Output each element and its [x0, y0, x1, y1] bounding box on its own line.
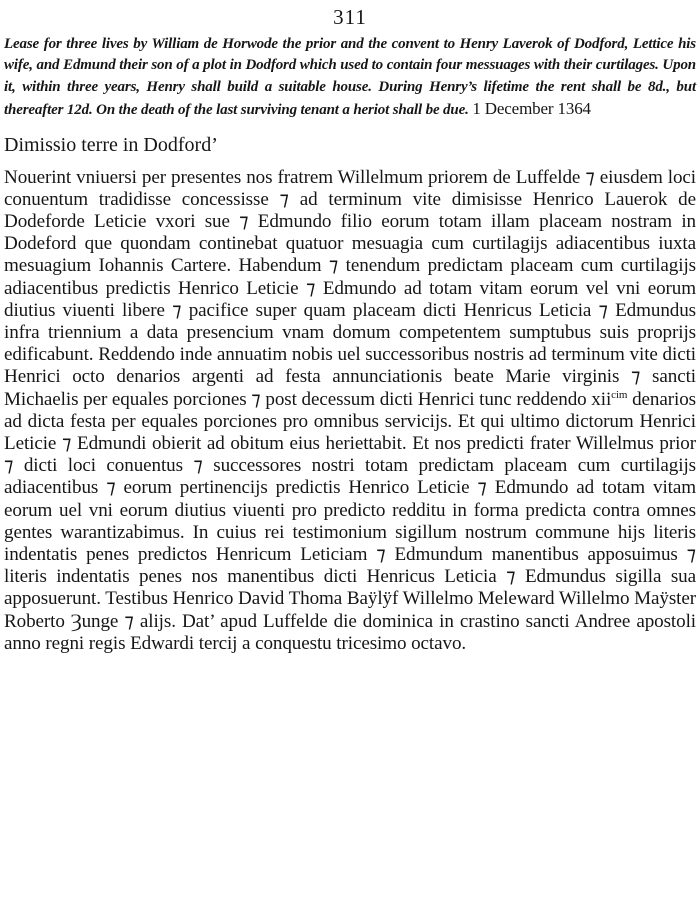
body-text-part-1: Nouerint vniuersi per presentes nos fratrem Willelmum priorem de Luffelde ⁊ eiusdem loci conuentum tradidisse concessisse ⁊ ad terminum vite dimisisse Henrico Lauerok de Dodeforde Leticie vxori sue ⁊ Edmundo filio eorum totam illam placeam nostram in Dodeford que quondam continebat quatuor mesuagia cum curtilagijs adiacentibus iuxta mesuagium Iohannis Cartere. Habendum ⁊ tenendum predictam placeam cum curtilagijs adiacentibus predictis Henrico Leticie ⁊ Edmundo ad totam vitam eorum vel vni eorum diutius viuenti libere ⁊ pacifice super quam placeam dicti Henricus Leticia ⁊ Edmundus infra triennium a data presencium vnam domum competentem sumptubus suis proprijs edificabunt. Reddendo inde annuatim nobis uel successoribus nostris ad terminum vite dicti Henrici octo denarios argenti ad festa annunciationis beate Marie virginis ⁊ sancti Michaelis per equales porciones ⁊ post decessum dicti Henrici tunc reddendo xii: [4, 166, 696, 410]
superscript-cim: cim: [611, 388, 628, 401]
calendar-summary: [4, 34, 696, 122]
document-page: [4, 4, 696, 655]
summary-date: 1 December 1364: [472, 99, 591, 119]
page-number: 311: [333, 5, 367, 29]
body-text-part-2: denarios ad dicta festa per equales porciones pro omnibus servicijs. Et qui ultimo dictorum Henrici Leticie ⁊ Edmundi obierit ad obitum eius heriettabit. Et nos predicti frater Willelmus prior ⁊ dicti loci conuentus ⁊ successores nostri totam predictam placeam cum curtilagijs adiacentibus ⁊ eorum pertinencijs predictis Henrico Leticie ⁊ Edmundo ad totam vitam eorum uel vni eorum diutius viuenti pro predicto redditu in forma predicta contra omnes gentes warantizabimus. In cuius rei testimonium sigillum nostrum commune hijs literis indentatis penes predictos Henricum Leticiam ⁊ Edmundum manentibus apposuimus ⁊ literis indentatis penes nos manentibus dicti Henricus Leticia ⁊ Edmundus sigilla sua apposuerunt. Testibus Henrico David Thoma Baÿlÿf Willelmo Meleward Willelmo Maÿster Roberto Ȝunge ⁊ alijs. Dat’ apud Luffelde die dominica in crastino sancti Andree apostoli anno regni regis Edwardi tercij a conquestu tricesimo octavo.: [4, 388, 696, 654]
summary-text: Lease for three lives by William de Horwode the prior and the convent to Henry Laverok of Dodford, Lettice his wife, and Edmund their son of a plot in Dodford which used to contain four messuages with their curtilages. Upon it, within three years, Henry shall build a suitable house. During Henry’s lifetime the rent shall be 8d., but thereafter 12d. On the death of the last surviving tenant a heriot shall be due.: [4, 36, 696, 119]
document-body: [4, 167, 696, 655]
document-title: Dimissio terre in Dodford’: [4, 133, 218, 156]
